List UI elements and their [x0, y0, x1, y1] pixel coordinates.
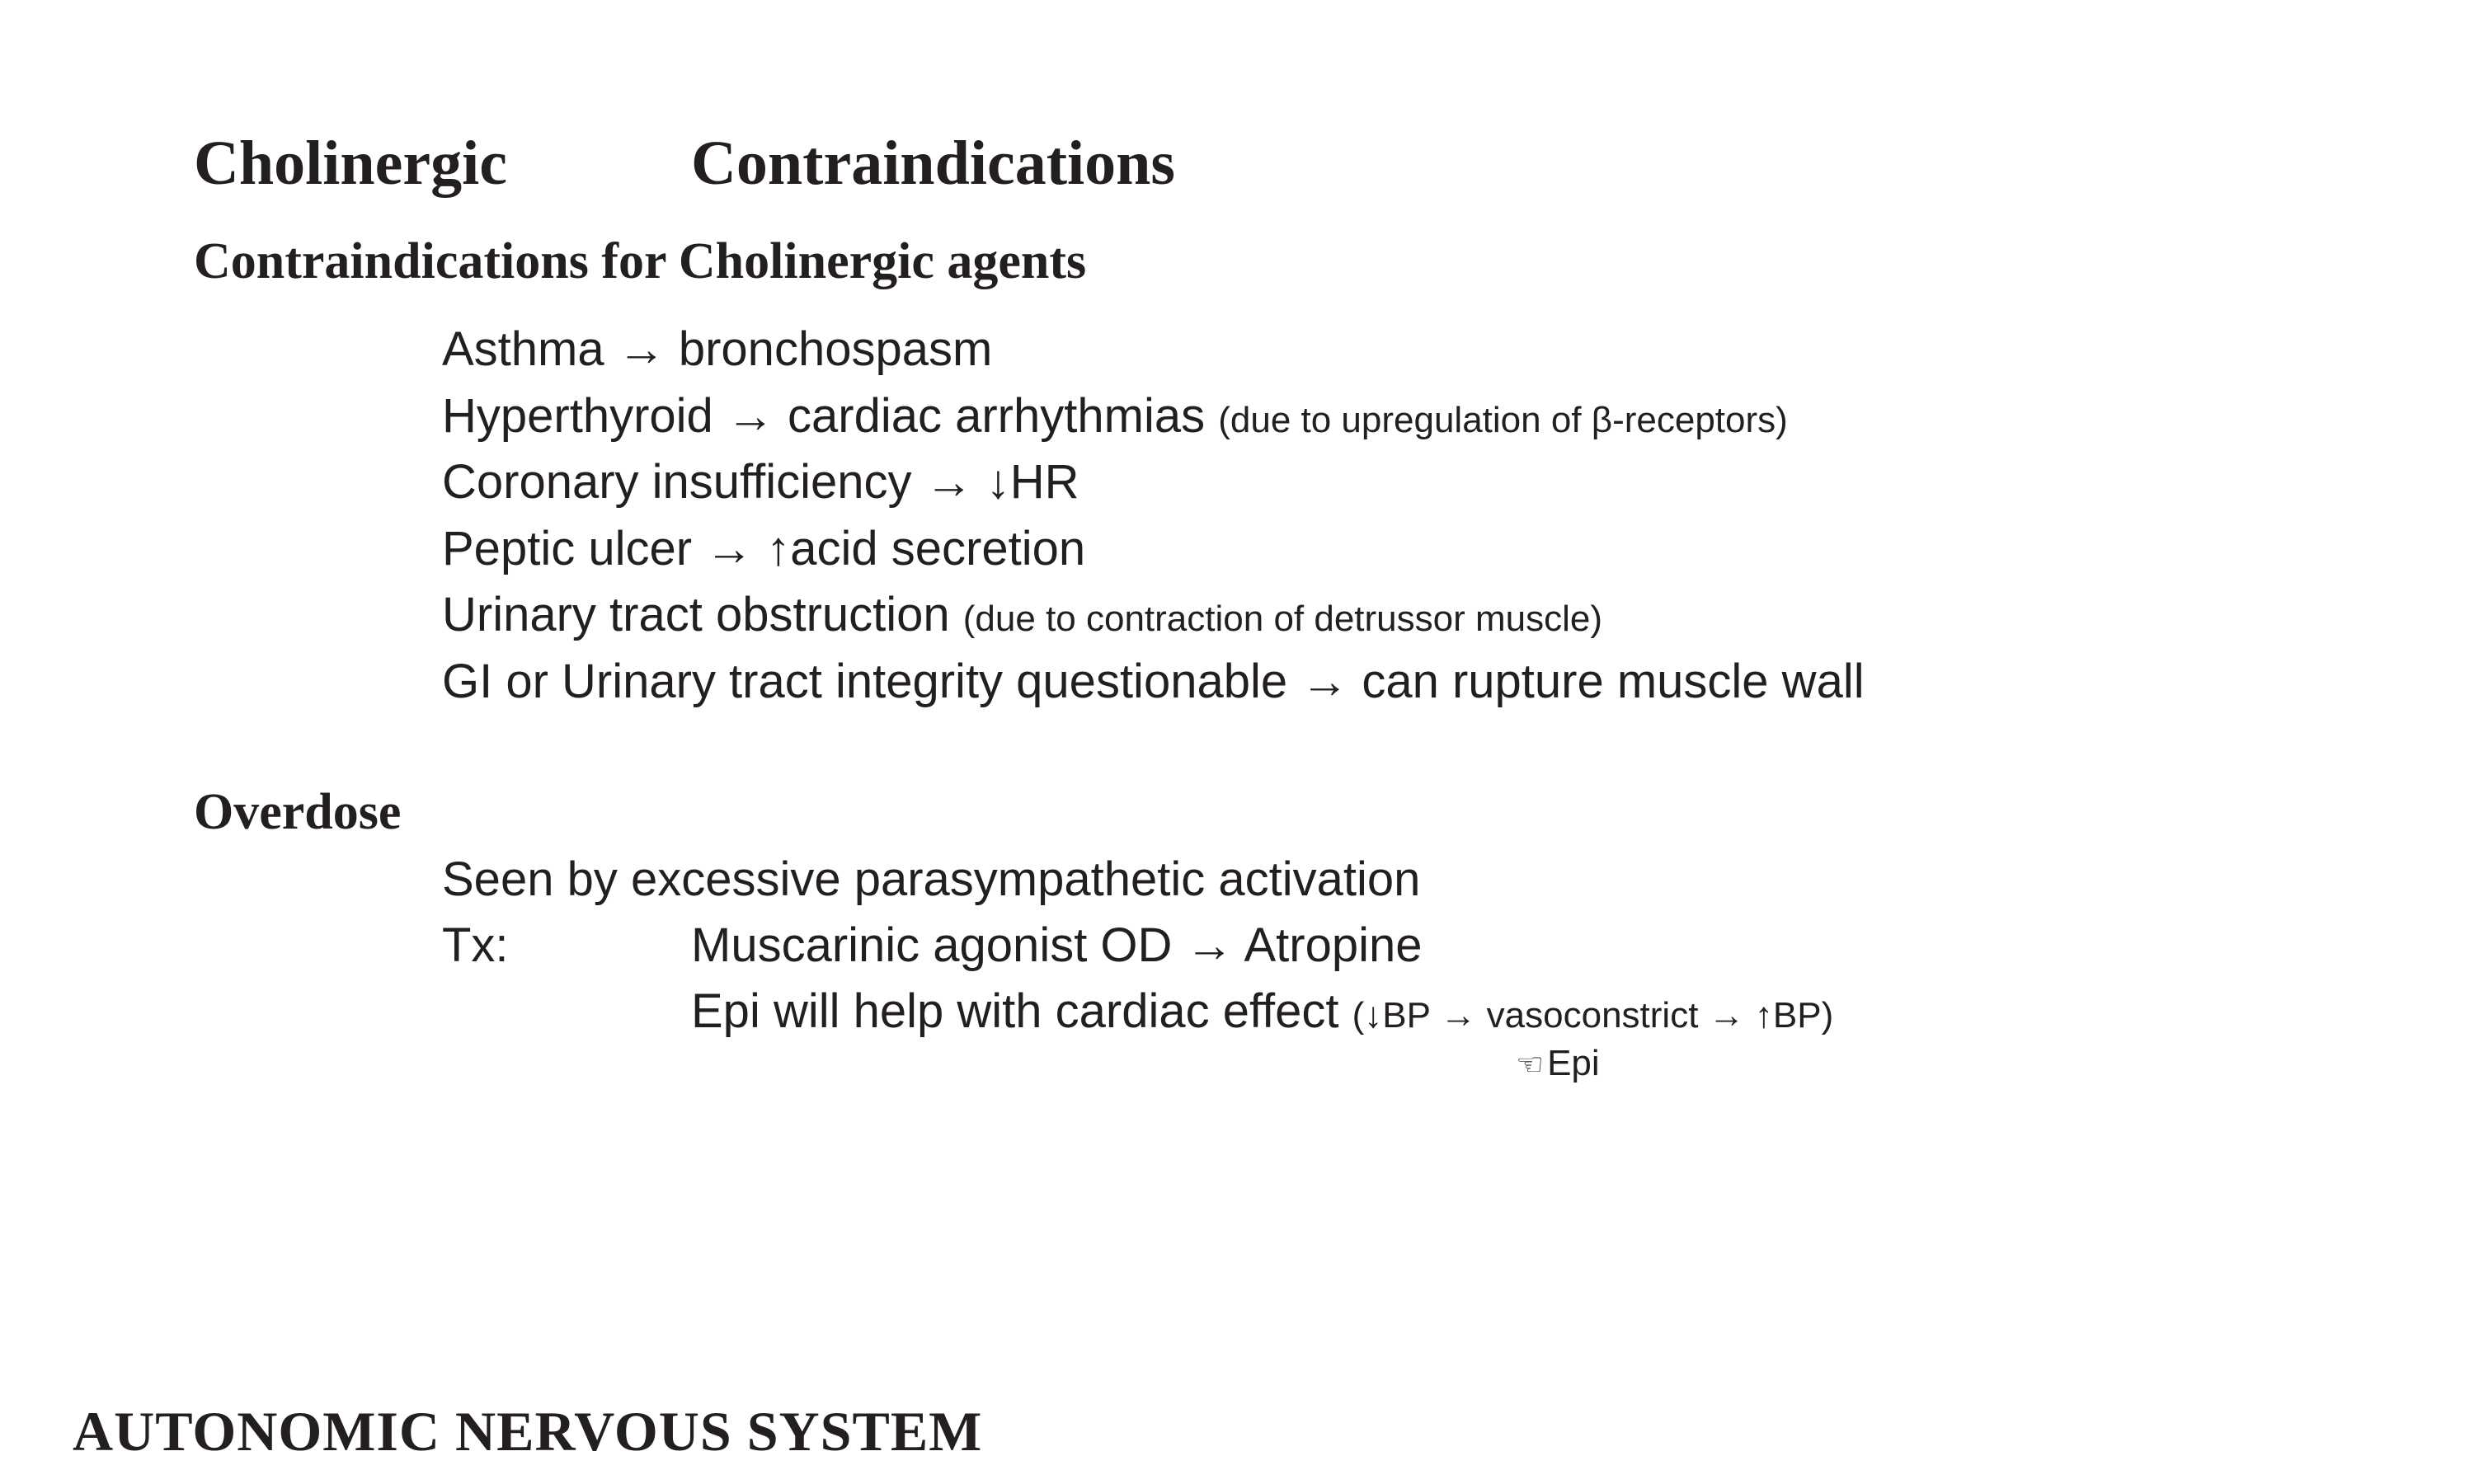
pointing-hand-icon: ☜	[1516, 1048, 1545, 1082]
list-item-text: Peptic ulcer → ↑acid secretion	[442, 521, 1086, 575]
epi-annotation-label: Epi	[1547, 1043, 1600, 1083]
list-item-note: (due to upregulation of β-receptors)	[1218, 399, 1788, 440]
section-subtitle: Contraindications for Cholinergic agents	[194, 233, 1087, 289]
header-title-contraindications: Contraindications	[691, 129, 1175, 198]
list-item	[442, 449, 1865, 516]
list-item	[442, 317, 1865, 383]
list-item-text: GI or Urinary tract integrity questionable → can rupture muscle wall	[442, 654, 1865, 708]
epi-annotation	[1516, 1040, 1600, 1088]
header-title-cholinergic: Cholinergic	[194, 129, 507, 198]
list-item-text: Asthma → bronchospasm	[442, 322, 993, 376]
treatment-label: Tx:	[442, 918, 509, 972]
footer-section-title: AUTONOMIC NERVOUS SYSTEM	[73, 1400, 983, 1463]
list-item	[442, 649, 1865, 716]
treatment-line-atropine: Muscarinic agonist OD → Atropine	[691, 918, 1423, 972]
overdose-heading: Overdose	[194, 784, 402, 840]
overdose-description: Seen by excessive parasympathetic activation	[442, 852, 1421, 906]
list-item-text: Coronary insufficiency → ↓HR	[442, 455, 1079, 510]
list-item-note: (due to contraction of detrussor muscle)	[962, 599, 1603, 640]
contraindications-list	[442, 317, 1865, 716]
list-item	[442, 516, 1865, 583]
list-item-text: Urinary tract obstruction	[442, 588, 950, 642]
treatment-line-epi	[691, 979, 1833, 1049]
treatment-line-epi-text: Epi will help with cardiac effect	[691, 984, 1339, 1038]
treatment-line-epi-note: (↓BP → vasoconstrict → ↑BP)	[1352, 995, 1834, 1036]
list-item-text: Hyperthyroid → cardiac arrhythmias	[442, 388, 1206, 443]
list-item	[442, 383, 1865, 450]
list-item	[442, 582, 1865, 649]
